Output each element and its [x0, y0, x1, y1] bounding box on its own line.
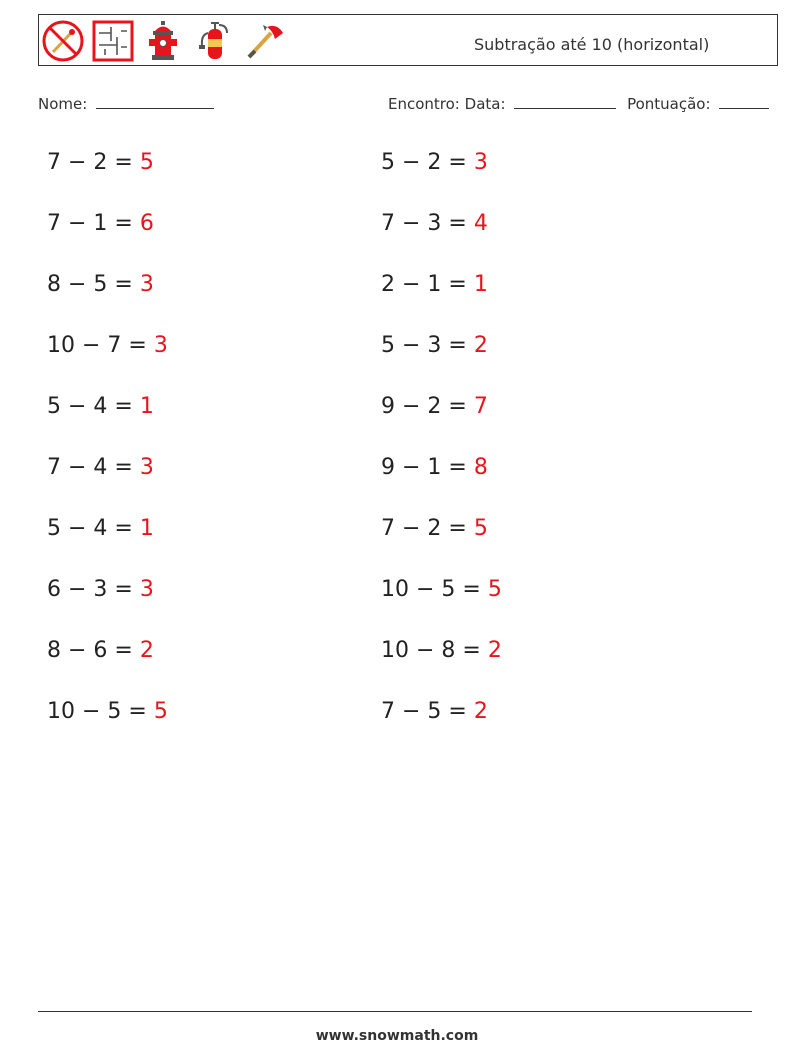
- problem-expression: 10 − 5 =: [47, 699, 147, 724]
- problem-expression: 10 − 8 =: [381, 638, 481, 663]
- score-blank[interactable]: [719, 94, 769, 109]
- problem-item: [381, 143, 502, 204]
- header-icons: [41, 19, 285, 63]
- problem-item: [47, 204, 168, 265]
- problem-item: [47, 387, 168, 448]
- problem-expression: 7 − 1 =: [47, 211, 133, 236]
- problem-answer: 2: [473, 699, 488, 724]
- problem-expression: 6 − 3 =: [47, 577, 133, 602]
- problem-item: [381, 326, 502, 387]
- meta-fields: [388, 94, 769, 113]
- footer-url: www.snowmath.com: [315, 1028, 479, 1044]
- problem-item: [381, 509, 502, 570]
- fire-extinguisher-icon: [191, 19, 235, 63]
- problem-item: [47, 265, 168, 326]
- problem-expression: 10 − 5 =: [381, 577, 481, 602]
- name-label: Nome:: [38, 95, 88, 113]
- problem-item: [381, 265, 502, 326]
- problem-answer: 5: [153, 699, 168, 724]
- problem-column-left: [47, 143, 168, 753]
- problem-item: [381, 570, 502, 631]
- name-field: [38, 94, 214, 113]
- score-label: Pontuação:: [627, 95, 711, 113]
- problem-expression: 5 − 4 =: [47, 516, 133, 541]
- problem-answer: 5: [473, 516, 488, 541]
- problem-answer: 1: [473, 272, 488, 297]
- problem-answer: 7: [473, 394, 488, 419]
- date-label: Data:: [464, 95, 506, 113]
- problem-answer: 3: [139, 272, 154, 297]
- problem-answer: 2: [487, 638, 502, 663]
- fire-hydrant-icon: [141, 19, 185, 63]
- problem-answer: 2: [473, 333, 488, 358]
- problem-item: [47, 326, 168, 387]
- problem-answer: 5: [487, 577, 502, 602]
- problem-expression: 5 − 4 =: [47, 394, 133, 419]
- problem-answer: 3: [473, 150, 488, 175]
- footer-divider: [38, 1011, 752, 1012]
- problem-item: [381, 448, 502, 509]
- problem-item: [47, 509, 168, 570]
- worksheet-title: Subtração até 10 (horizontal): [474, 35, 710, 54]
- problem-expression: 8 − 6 =: [47, 638, 133, 663]
- problem-expression: 5 − 2 =: [381, 150, 467, 175]
- problem-answer: 3: [153, 333, 168, 358]
- problem-answer: 3: [139, 577, 154, 602]
- no-matches-icon: [41, 19, 85, 63]
- problem-expression: 10 − 7 =: [47, 333, 147, 358]
- problem-answer: 4: [473, 211, 488, 236]
- problem-expression: 5 − 3 =: [381, 333, 467, 358]
- date-blank[interactable]: [514, 94, 616, 109]
- problem-item: [47, 143, 168, 204]
- problem-item: [47, 570, 168, 631]
- problem-expression: 7 − 3 =: [381, 211, 467, 236]
- problem-item: [47, 631, 168, 692]
- problem-column-right: [381, 143, 502, 753]
- problem-item: [381, 631, 502, 692]
- problem-answer: 1: [139, 394, 154, 419]
- problem-item: [381, 387, 502, 448]
- problem-expression: 9 − 2 =: [381, 394, 467, 419]
- problem-expression: 2 − 1 =: [381, 272, 467, 297]
- problem-expression: 8 − 5 =: [47, 272, 133, 297]
- floor-plan-icon: [91, 19, 135, 63]
- problem-expression: 9 − 1 =: [381, 455, 467, 480]
- problem-item: [381, 204, 502, 265]
- problem-item: [381, 692, 502, 753]
- encounter-label: Encontro:: [388, 95, 460, 113]
- problem-answer: 8: [473, 455, 488, 480]
- fire-axe-icon: [241, 19, 285, 63]
- problem-answer: 5: [139, 150, 154, 175]
- problem-answer: 2: [139, 638, 154, 663]
- name-blank[interactable]: [96, 94, 214, 109]
- problem-answer: 6: [139, 211, 154, 236]
- problem-expression: 7 − 5 =: [381, 699, 467, 724]
- problem-item: [47, 448, 168, 509]
- problem-answer: 1: [139, 516, 154, 541]
- problem-expression: 7 − 2 =: [47, 150, 133, 175]
- problem-expression: 7 − 4 =: [47, 455, 133, 480]
- problem-item: [47, 692, 168, 753]
- problem-expression: 7 − 2 =: [381, 516, 467, 541]
- worksheet-header: [38, 14, 778, 66]
- problem-answer: 3: [139, 455, 154, 480]
